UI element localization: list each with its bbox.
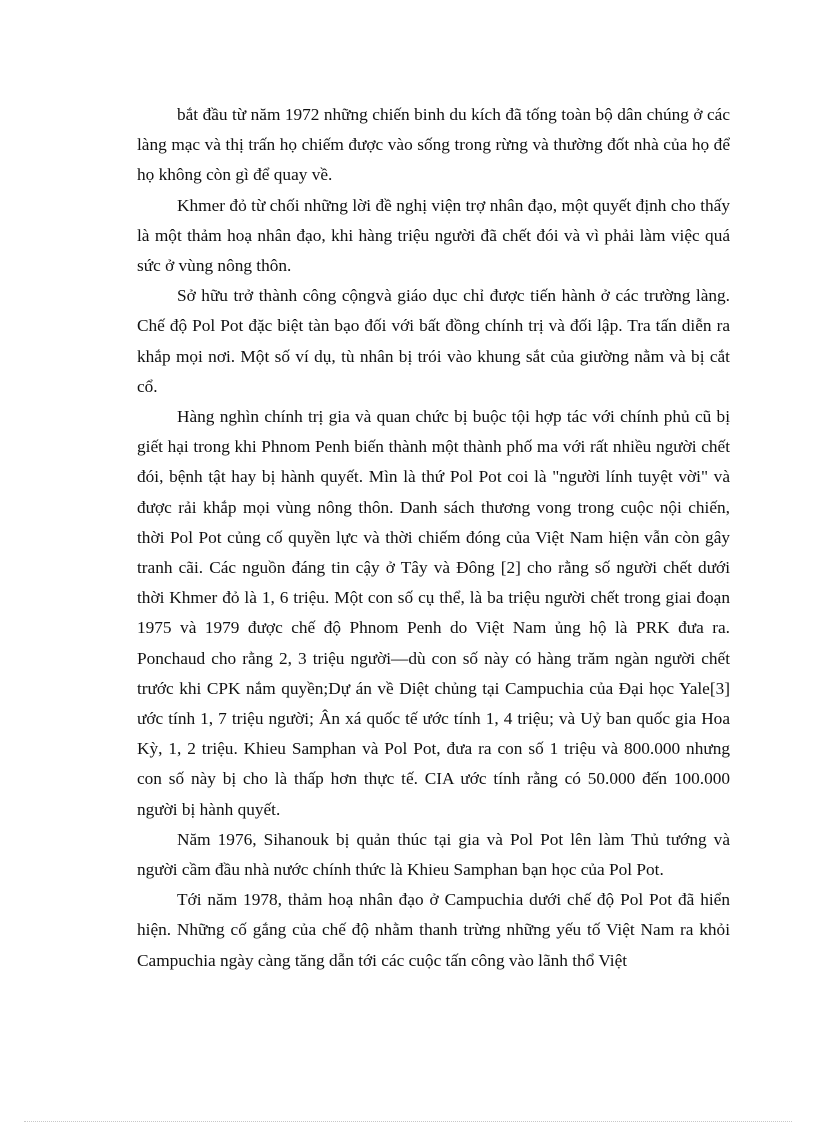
paragraph-1: bắt đầu từ năm 1972 những chiến binh du kích đã tống toàn bộ dân chúng ở các làng mạc và thị trấn họ chiếm được vào sống trong rừng và thường đốt nhà của họ để họ không còn gì để quay về. [137,105,730,185]
paragraph-3: Sở hữu trở thành công cộngvà giáo dục chỉ được tiến hành ở các trường làng. Chế độ Pol Pot đặc biệt tàn bạo đối với bất đồng chính trị và đối lập. Tra tấn diễn ra khắp mọi nơi. Một số ví dụ, tù nhân bị trói vào khung sắt của giường nằm và bị cắt cổ. [137,286,730,396]
page-bottom-divider [24,1121,792,1122]
paragraph-6: Tới năm 1978, thảm hoạ nhân đạo ở Campuchia dưới chế độ Pol Pot đã hiển hiện. Những cố gắng của chế độ nhằm thanh trừng những yếu tố Việt Nam ra khỏi Campuchia ngày càng tăng dẫn tới các cuộc tấn công vào lãnh thổ Việt [137,890,730,970]
paragraph-4: Hàng nghìn chính trị gia và quan chức bị buộc tội hợp tác với chính phủ cũ bị giết hại trong khi Phnom Penh biến thành một thành phố ma với rất nhiều người chết đói, bệnh tật hay bị hành quyết. Mìn là thứ Pol Pot coi là "người lính tuyệt vời" và được rải khắp mọi vùng nông thôn. Danh sách thương vong trong cuộc nội chiến, thời Pol Pot củng cố quyền lực và thời chiếm đóng của Việt Nam hiện vẫn còn gây tranh cãi. Các nguồn đáng tin cậy ở Tây và Đông [2] cho rằng số người chết dưới thời Khmer đỏ là 1, 6 triệu. Một con số cụ thể, là ba triệu người chết trong giai đoạn 1975 và 1979 được chế độ Phnom Penh do Việt Nam ủng hộ là PRK đưa ra. Ponchaud cho rằng 2, 3 triệu người—dù con số này có hàng trăm ngàn người chết trước khi CPK nắm quyền;Dự án về Diệt chủng tại Campuchia của Đại học Yale[3] ước tính 1, 7 triệu người; Ân xá quốc tế ước tính 1, 4 triệu; và Uỷ ban quốc gia Hoa Kỳ, 1, 2 triệu. Khieu Samphan và Pol Pot, đưa ra con số 1 triệu và 800.000 nhưng con số này bị cho là thấp hơn thực tế. CIA ước tính rằng có 50.000 đến 100.000 người bị hành quyết. [137,407,730,819]
paragraph-5: Năm 1976, Sihanouk bị quản thúc tại gia và Pol Pot lên làm Thủ tướng và người cầm đầu nhà nước chính thức là Khieu Samphan bạn học của Pol Pot. [137,829,730,880]
body-text [137,100,730,976]
paragraph-2: Khmer đỏ từ chối những lời đề nghị viện trợ nhân đạo, một quyết định cho thấy là một thảm hoạ nhân đạo, khi hàng triệu người đã chết đói và vì phải làm việc quá sức ở vùng nông thôn. [137,195,730,276]
